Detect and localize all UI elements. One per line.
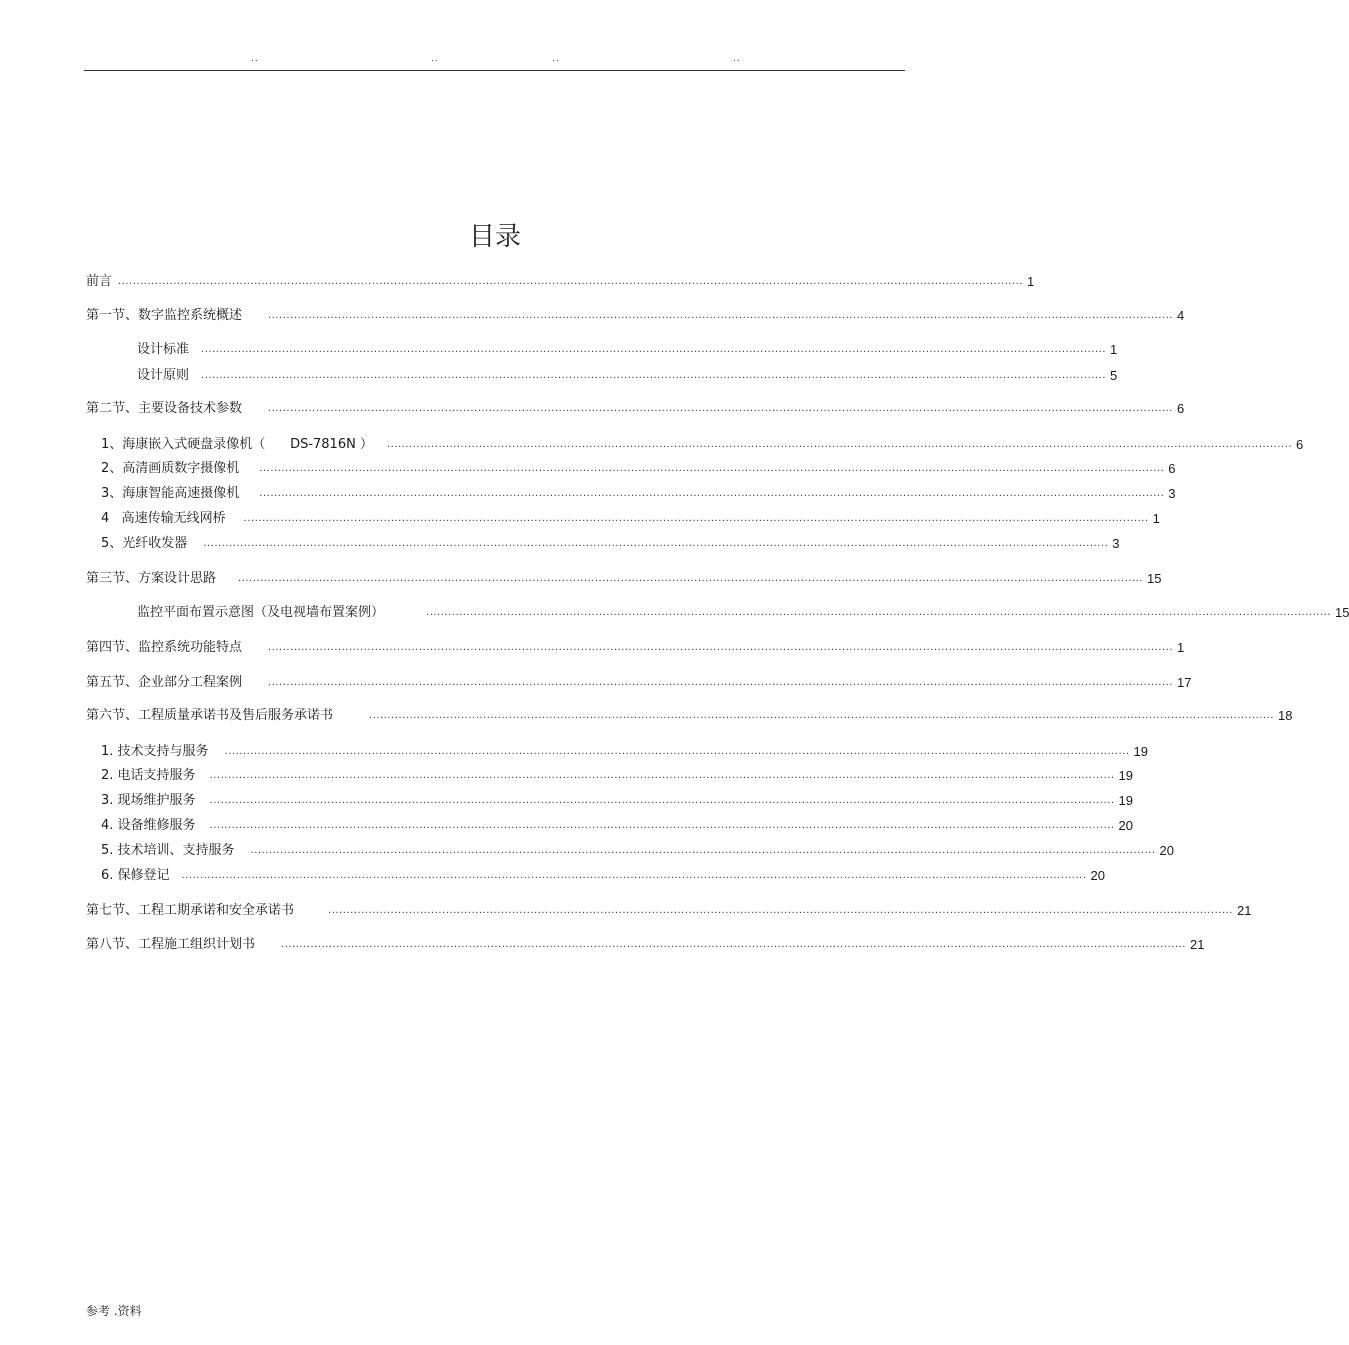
- toc-entry[interactable]: [101, 435, 1304, 455]
- toc-entry[interactable]: [86, 935, 1205, 955]
- toc-entry-label: 第四节、监控系统功能特点: [86, 640, 243, 655]
- toc-entry[interactable]: [86, 706, 1293, 726]
- toc-entry[interactable]: [86, 306, 1185, 326]
- toc-page-number: 21: [1189, 937, 1205, 952]
- toc-leader-dots: ......................................................................................................................................................................................................................................................: [209, 795, 1115, 806]
- toc-entry[interactable]: [86, 272, 1035, 292]
- toc-leader-dots: ......................................................................................................................................................................................................................................................: [181, 870, 1087, 881]
- toc-leader-dots: ......................................................................................................................................................................................................................................................: [250, 845, 1156, 856]
- toc-leader-dots: ......................................................................................................................................................................................................................................................: [268, 310, 1173, 321]
- toc-entry-label: 前言: [86, 274, 113, 289]
- toc-page-number: 1: [1152, 511, 1160, 526]
- toc-page-number: 3: [1112, 536, 1120, 551]
- toc-entry-label: 5、光纤收发器: [101, 536, 188, 551]
- toc-entry[interactable]: [86, 638, 1185, 658]
- toc-leader-dots: ......................................................................................................................................................................................................................................................: [243, 513, 1149, 524]
- toc-page-number: 6: [1295, 437, 1304, 452]
- header-mark: ..: [733, 54, 741, 64]
- toc-leader-dots: ......................................................................................................................................................................................................................................................: [268, 403, 1173, 414]
- toc-entry[interactable]: [86, 399, 1185, 419]
- toc-entry-label: 监控平面布置示意图（及电视墙布置案例）: [137, 605, 385, 620]
- toc-entry-label: 4. 设备维修服务: [101, 818, 196, 833]
- toc-page-number: 19: [1133, 744, 1148, 759]
- header-mark: ..: [431, 54, 439, 64]
- toc-entry[interactable]: [101, 766, 1133, 786]
- toc-entry-label: 第三节、方案设计思路: [86, 571, 217, 586]
- toc-leader-dots: ......................................................................................................................................................................................................................................................: [203, 538, 1109, 549]
- toc-entry[interactable]: [137, 366, 1118, 386]
- toc-entry[interactable]: [101, 866, 1105, 886]
- toc-page-number: 6: [1168, 461, 1176, 476]
- toc-entry-label: 第一节、数字监控系统概述: [86, 308, 243, 323]
- toc-page-number: 20: [1090, 868, 1105, 883]
- toc-entry-label: 6. 保修登记: [101, 868, 170, 883]
- toc-entry-label: 3. 现场维护服务: [101, 793, 196, 808]
- toc-page-number: 5: [1109, 368, 1118, 383]
- toc-entry[interactable]: [137, 603, 1349, 623]
- header-mark: ..: [251, 54, 259, 64]
- toc-leader-dots: ......................................................................................................................................................................................................................................................: [201, 370, 1106, 381]
- toc-entry-label: 第五节、企业部分工程案例: [86, 675, 243, 690]
- toc-entry[interactable]: [101, 791, 1133, 811]
- toc-leader-dots: ......................................................................................................................................................................................................................................................: [281, 939, 1186, 950]
- toc-entry[interactable]: [137, 340, 1118, 360]
- toc-entry[interactable]: [86, 901, 1252, 921]
- toc-page-number: 20: [1159, 843, 1174, 858]
- page-title: 目录: [468, 222, 521, 252]
- toc-entry[interactable]: [101, 742, 1148, 762]
- toc-leader-dots: ......................................................................................................................................................................................................................................................: [268, 642, 1173, 653]
- toc-page-number: 1: [1176, 640, 1185, 655]
- toc-entry-label: 第二节、主要设备技术参数: [86, 401, 243, 416]
- toc-entry-label: 第八节、工程施工组织计划书: [86, 937, 256, 952]
- toc-page-number: 15: [1334, 605, 1349, 620]
- toc-leader-dots: ......................................................................................................................................................................................................................................................: [426, 607, 1331, 618]
- toc-leader-dots: ......................................................................................................................................................................................................................................................: [268, 677, 1173, 688]
- toc-page-number: 19: [1118, 793, 1133, 808]
- toc-entry-label: 2、高清画质数字摄像机: [101, 461, 240, 476]
- toc-leader-dots: ......................................................................................................................................................................................................................................................: [386, 439, 1292, 450]
- toc-page-number: 4: [1176, 308, 1185, 323]
- header-mark: ..: [552, 54, 560, 64]
- toc-leader-dots: ......................................................................................................................................................................................................................................................: [209, 820, 1115, 831]
- header-rule: [84, 70, 905, 71]
- toc-entry[interactable]: [101, 459, 1176, 479]
- toc-page-number: 1: [1109, 342, 1118, 357]
- toc-entry-label: 4 高速传输无线网桥: [101, 511, 226, 526]
- toc-leader-dots: ......................................................................................................................................................................................................................................................: [238, 573, 1143, 584]
- toc-page-number: 21: [1236, 903, 1252, 918]
- toc-entry[interactable]: [101, 816, 1133, 836]
- toc-entry-label: 设计原则: [137, 368, 190, 383]
- toc-entry[interactable]: [101, 484, 1176, 504]
- toc-page-number: 17: [1176, 675, 1192, 690]
- toc-entry-label: 3、海康智能高速摄像机: [101, 486, 240, 501]
- toc-page-number: 15: [1146, 571, 1162, 586]
- toc-page-number: 20: [1118, 818, 1133, 833]
- toc-leader-dots: ......................................................................................................................................................................................................................................................: [328, 905, 1233, 916]
- toc-page-number: 1: [1026, 274, 1035, 289]
- toc-leader-dots: ......................................................................................................................................................................................................................................................: [259, 463, 1165, 474]
- toc-page-number: 19: [1118, 768, 1133, 783]
- toc-entry-label: 第七节、工程工期承诺和安全承诺书: [86, 903, 295, 918]
- toc-entry[interactable]: [86, 673, 1192, 693]
- toc-leader-dots: ......................................................................................................................................................................................................................................................: [118, 276, 1023, 287]
- toc-entry[interactable]: [101, 509, 1160, 529]
- toc-entry[interactable]: [101, 841, 1174, 861]
- toc-entry-label: 2. 电话支持服务: [101, 768, 196, 783]
- toc-leader-dots: ......................................................................................................................................................................................................................................................: [201, 344, 1106, 355]
- toc-entry-label: 1. 技术支持与服务: [101, 744, 209, 759]
- toc-page-number: 3: [1168, 486, 1176, 501]
- toc-entry-label: 设计标准: [137, 342, 190, 357]
- toc-entry[interactable]: [86, 569, 1162, 589]
- toc-leader-dots: ......................................................................................................................................................................................................................................................: [259, 488, 1165, 499]
- toc-leader-dots: ......................................................................................................................................................................................................................................................: [224, 746, 1130, 757]
- toc-entry-label: 5. 技术培训、支持服务: [101, 843, 235, 858]
- toc-entry-label: 第六节、工程质量承诺书及售后服务承诺书: [86, 708, 334, 723]
- toc-leader-dots: ......................................................................................................................................................................................................................................................: [369, 710, 1274, 721]
- toc-page-number: 18: [1277, 708, 1293, 723]
- toc-entry-label: 1、海康嵌入式硬盘录像机（ DS-7816N ）: [101, 437, 373, 452]
- toc-leader-dots: ......................................................................................................................................................................................................................................................: [209, 770, 1115, 781]
- toc-page-number: 6: [1176, 401, 1185, 416]
- page-footer: 参考 .资料: [86, 1304, 142, 1318]
- toc-entry[interactable]: [101, 534, 1120, 554]
